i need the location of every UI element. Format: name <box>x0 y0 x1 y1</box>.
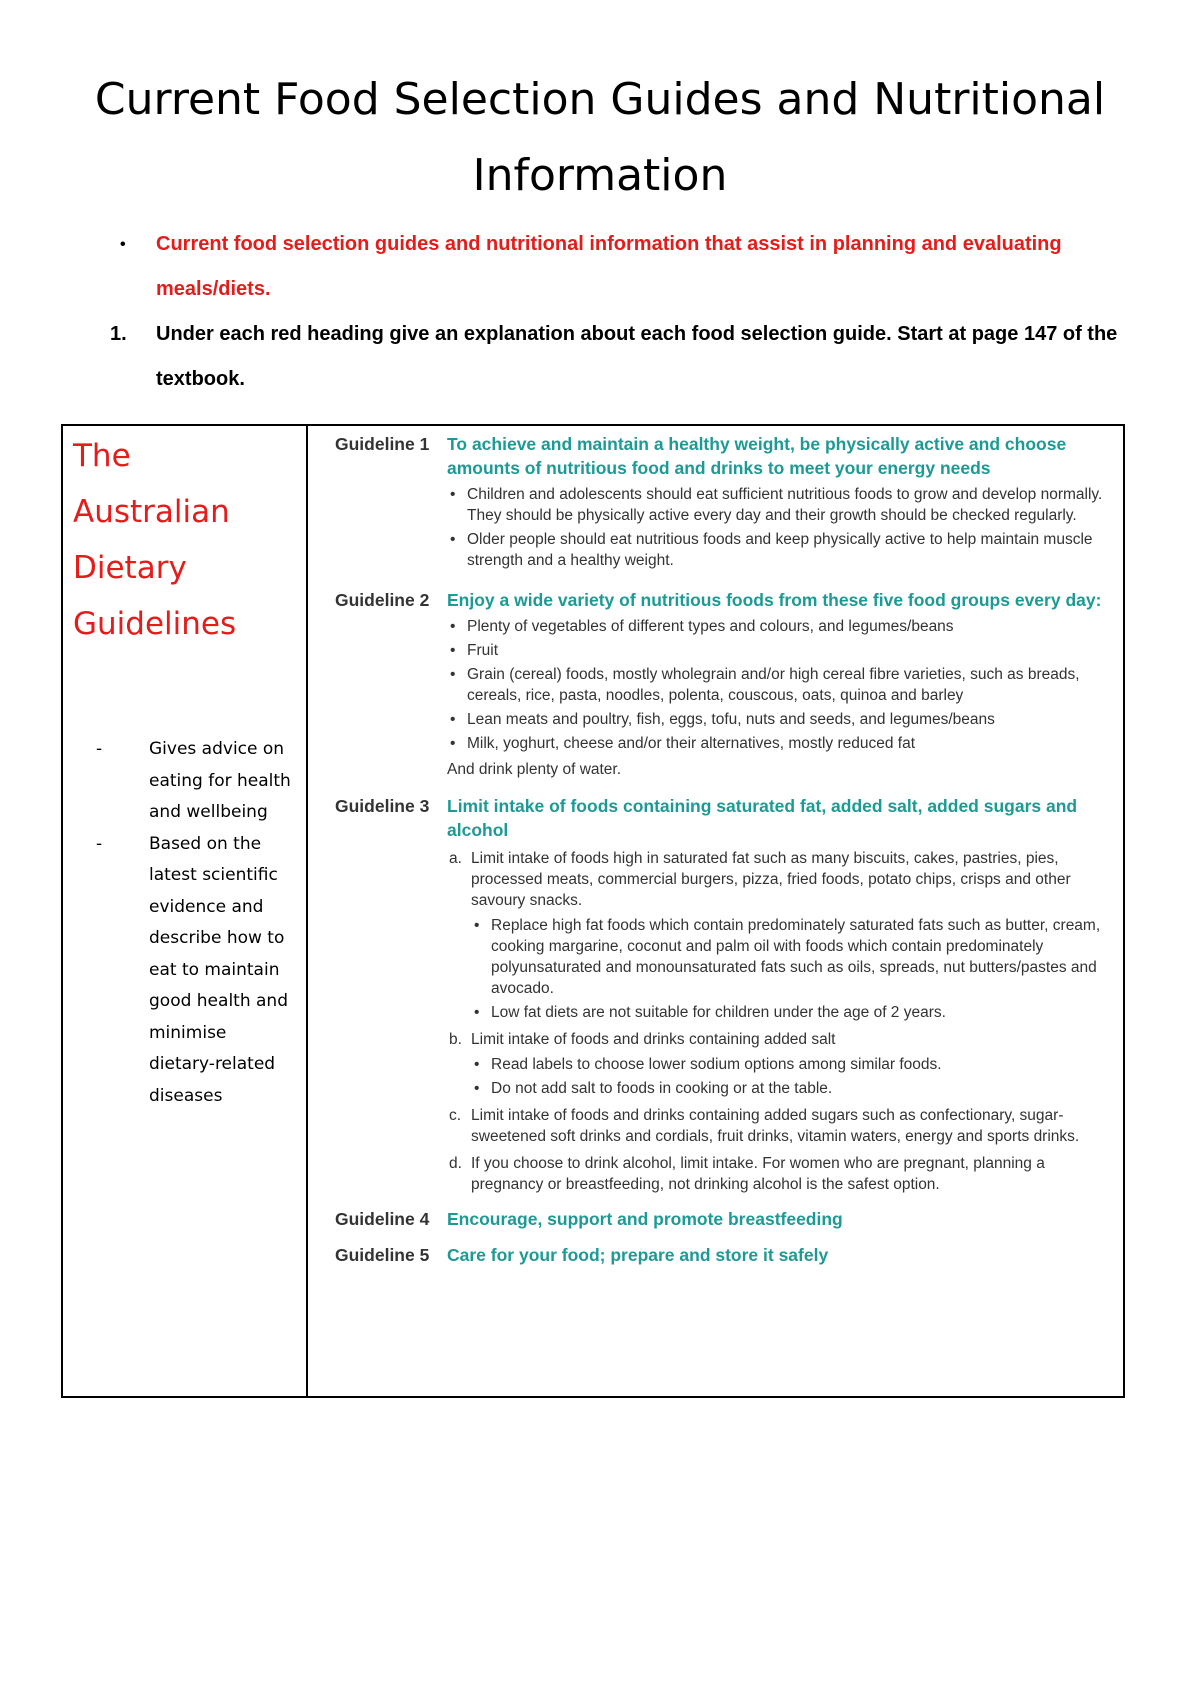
guideline-body <box>447 432 1103 574</box>
guideline-body <box>447 794 1103 1195</box>
guideline-label: Guideline 3 <box>335 796 430 816</box>
subpoint-letter: c. <box>449 1107 462 1124</box>
note-item <box>96 829 306 1113</box>
guideline-1 <box>335 432 1103 574</box>
guidelines-content <box>308 426 1123 1267</box>
red-heading-line: The <box>73 438 131 474</box>
red-bullet-item <box>110 222 1120 312</box>
guideline-item: • Grain (cereal) foods, mostly wholegrain and/or high cereal fibre varieties, such as breads, cereals, rice, pasta, noodles, polenta, couscous, oats, quinoa and barley <box>447 664 1103 706</box>
guideline-title: To achieve and maintain a healthy weight, be physically active and choose amounts of nutritious food and drinks to meet your energy needs <box>447 434 1067 478</box>
red-heading-line: Australian <box>73 494 230 530</box>
guideline-title: Limit intake of foods containing saturated fat, added salt, added sugars and alcohol <box>447 796 1078 840</box>
subpoint-letter: d. <box>449 1155 462 1172</box>
subpoint-item: • Read labels to choose lower sodium options among similar foods. <box>471 1054 1103 1075</box>
note-text: Based on the latest scientific evidence and describe how to eat to maintain good health and minimise dietary-related diseases <box>149 833 288 1106</box>
right-column-cell <box>307 425 1124 1397</box>
guideline-3 <box>335 794 1103 1195</box>
guideline-subpoint <box>447 1153 1103 1195</box>
guideline-item: • Plenty of vegetables of different types and colours, and legumes/beans <box>447 616 1103 637</box>
dash-marker: - <box>96 833 103 854</box>
red-heading-line: Dietary <box>73 550 187 586</box>
guideline-title: Care for your food; prepare and store it safely <box>447 1245 829 1265</box>
guideline-4 <box>335 1207 1103 1231</box>
note-text: Gives advice on eating for health and wellbeing <box>149 739 291 822</box>
subpoint-letter: a. <box>449 850 462 867</box>
dash-marker: - <box>96 739 103 759</box>
guideline-5 <box>335 1243 1103 1267</box>
subpoint-text: Limit intake of foods high in saturated fat such as many biscuits, cakes, pastries, pies, processed meats, commercial burgers, pizza, fried foods, potato chips, crisps and other savoury snacks. <box>471 850 1071 909</box>
guideline-body <box>447 1243 1103 1267</box>
guideline-note: And drink plenty of water. <box>447 761 622 778</box>
guideline-subpoint <box>447 1029 1103 1099</box>
guideline-body <box>447 588 1103 780</box>
guideline-body <box>447 1207 1103 1231</box>
guideline-item: • Milk, yoghurt, cheese and/or their alternatives, mostly reduced fat <box>447 733 1103 754</box>
subpoint-items <box>471 915 1103 1023</box>
guideline-item: • Fruit <box>447 640 1103 661</box>
guideline-subpoint <box>447 1105 1103 1147</box>
subpoint-letter: b. <box>449 1031 462 1048</box>
subpoint-text: If you choose to drink alcohol, limit intake. For women who are pregnant, planning a pregnancy or breastfeeding, not drinking alcohol is the safest option. <box>471 1155 1045 1193</box>
guideline-item: • Older people should eat nutritious foods and keep physically active to help maintain muscle strength and a healthy weight. <box>447 529 1103 571</box>
note-item <box>96 734 306 829</box>
subpoint-items <box>471 1054 1103 1099</box>
guideline-title: Enjoy a wide variety of nutritious foods from these five food groups every day: <box>447 590 1102 610</box>
guideline-items <box>447 484 1103 571</box>
notes-list <box>63 734 306 1112</box>
left-column-cell <box>62 425 307 1397</box>
guideline-subpoint <box>447 848 1103 1023</box>
page-title <box>0 62 1200 214</box>
red-heading <box>63 426 306 652</box>
guidelines-table <box>61 424 1125 1398</box>
guideline-title: Encourage, support and promote breastfeeding <box>447 1209 843 1229</box>
subpoint-item: • Replace high fat foods which contain predominately saturated fats such as butter, cream, cooking margarine, coconut and palm oil with foods which contain predominately polyunsaturated and monounsaturated fats such as oils, spreads, nut butters/pastes and avocado. <box>471 915 1103 999</box>
guideline-2 <box>335 588 1103 780</box>
guideline-label: Guideline 1 <box>335 434 430 454</box>
guideline-item: • Lean meats and poultry, fish, eggs, tofu, nuts and seeds, and legumes/beans <box>447 709 1103 730</box>
guideline-label: Guideline 2 <box>335 590 430 610</box>
subpoint-text: Limit intake of foods and drinks containing added salt <box>471 1031 836 1048</box>
subpoint-text: Limit intake of foods and drinks containing added sugars such as confectionary, sugar-sweetened soft drinks and cordials, fruit drinks, vitamin waters, energy and sports drinks. <box>471 1107 1080 1145</box>
bullet-text: Current food selection guides and nutritional information that assist in planning and evaluating meals/diets. <box>156 233 1062 300</box>
guideline-items <box>447 616 1103 754</box>
page-title-line-2: Information <box>472 150 728 201</box>
question-item <box>110 312 1120 402</box>
guideline-item: • Children and adolescents should eat sufficient nutritious foods to grow and develop normally. They should be physically active every day and their growth should be checked regularly. <box>447 484 1103 526</box>
bullet-marker: • <box>120 236 126 253</box>
question-number: 1. <box>110 323 127 345</box>
question-text: Under each red heading give an explanation about each food selection guide. Start at page 147 of the textbook. <box>156 323 1118 390</box>
intro-section <box>110 222 1120 402</box>
guideline-label: Guideline 5 <box>335 1245 430 1265</box>
subpoint-item: • Do not add salt to foods in cooking or at the table. <box>471 1078 1103 1099</box>
page-title-line-1: Current Food Selection Guides and Nutritional <box>94 74 1106 125</box>
subpoint-item: • Low fat diets are not suitable for children under the age of 2 years. <box>471 1002 1103 1023</box>
guideline-label: Guideline 4 <box>335 1209 430 1229</box>
red-heading-line: Guidelines <box>73 606 237 642</box>
